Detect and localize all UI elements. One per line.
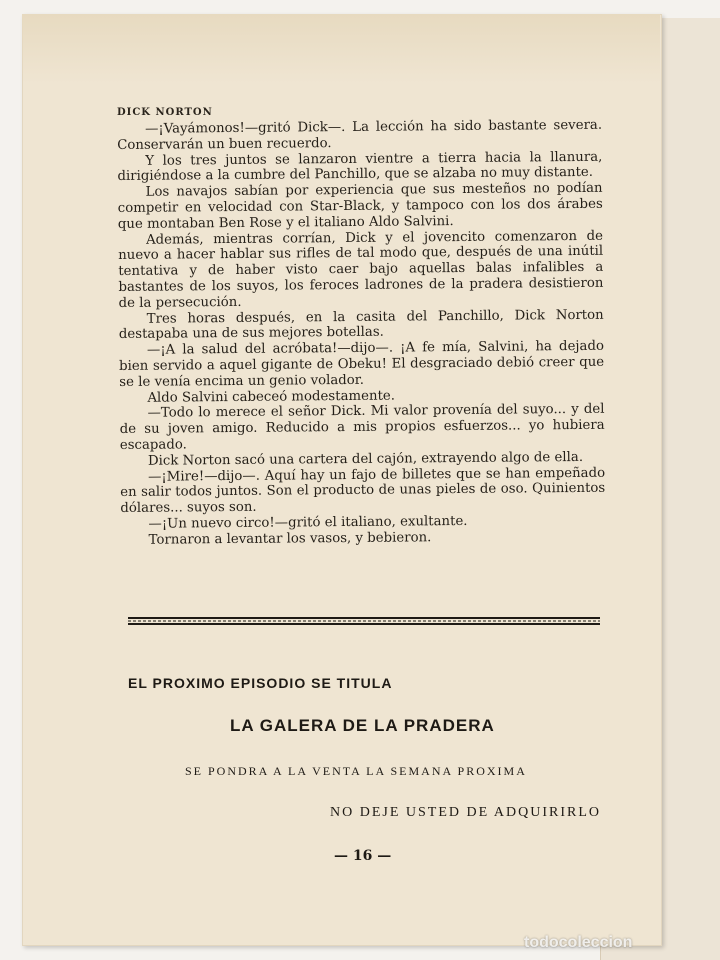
paragraph: —¡A la salud del acróbata!—dijo—. ¡A fe mía, Salvini, ha dejado bien servido a aquel gigante de Obeku! El desgraciado debió creer que se le venía encima un genio volador.: [119, 338, 605, 390]
paragraph: Tornaron a levantar los vasos, y bebieron.: [148, 529, 432, 548]
page-number: — 16 —: [334, 848, 392, 864]
running-head: DICK NORTON: [117, 107, 213, 118]
watermark-logo: todocoleccion: [524, 934, 633, 951]
sale-notice: SE PONDRA A LA VENTA LA SEMANA PROXIMA: [185, 764, 527, 778]
purchase-reminder: NO DEJE USTED DE ADQUIRIRLO: [330, 805, 601, 820]
paragraph: Tres horas después, en la casita del Panchillo, Dick Norton destapaba una de sus mejores botellas.: [118, 307, 604, 343]
next-episode-label: EL PROXIMO EPISODIO SE TITULA: [128, 675, 393, 691]
paragraph: Los navajos sabían por experiencia que sus mesteños no podían competir en velocidad con Star-Black, y tampoco con los dos árabes que montaban Ben Rose y el italiano Aldo Salvini.: [117, 180, 603, 232]
body-text: [117, 118, 606, 549]
paragraph: —¡Un nuevo circo!—gritó el italiano, exultante.: [148, 513, 468, 532]
paragraph: Y los tres juntos se lanzaron vientre a tierra hacia la llanura, dirigiéndose a la cumbre del Panchillo, que se alzaba no muy distante.: [117, 149, 603, 185]
paragraph: —Todo lo merece el señor Dick. Mi valor provenía del suyo... y del de su joven amigo. Reducido a mis propios esfuerzos... yo hubiera escapado.: [119, 402, 605, 453]
paragraph: Dick Norton sacó una cartera del cajón, extrayendo algo de ella.: [147, 449, 584, 469]
paragraph: —¡Vayámonos!—gritó Dick—. La lección ha sido bastante severa. Conservarán un buen recuerdo.: [117, 117, 603, 153]
next-episode-title: LA GALERA DE LA PRADERA: [230, 716, 495, 735]
paragraph: —¡Mire!—dijo—. Aquí hay un fajo de billetes que se han empeñado en salir todos juntos. Son el producto de unas pieles de oso. Quinientos dólares... suyos son.: [120, 465, 606, 517]
paragraph: Aldo Salvini cabeceó modestamente.: [147, 388, 396, 406]
paragraph: Además, mientras corrían, Dick y el jovencito comenzaron de nuevo a hacer hablar sus rifles de tal modo que, después de una inútil tentativa y de haber visto caer bajo aquellas balas infalibles a bastantes de los suyos, los feroces ladrones de la pradera desistieron de la persecución.: [118, 228, 604, 311]
ornamental-rule: [128, 617, 600, 625]
